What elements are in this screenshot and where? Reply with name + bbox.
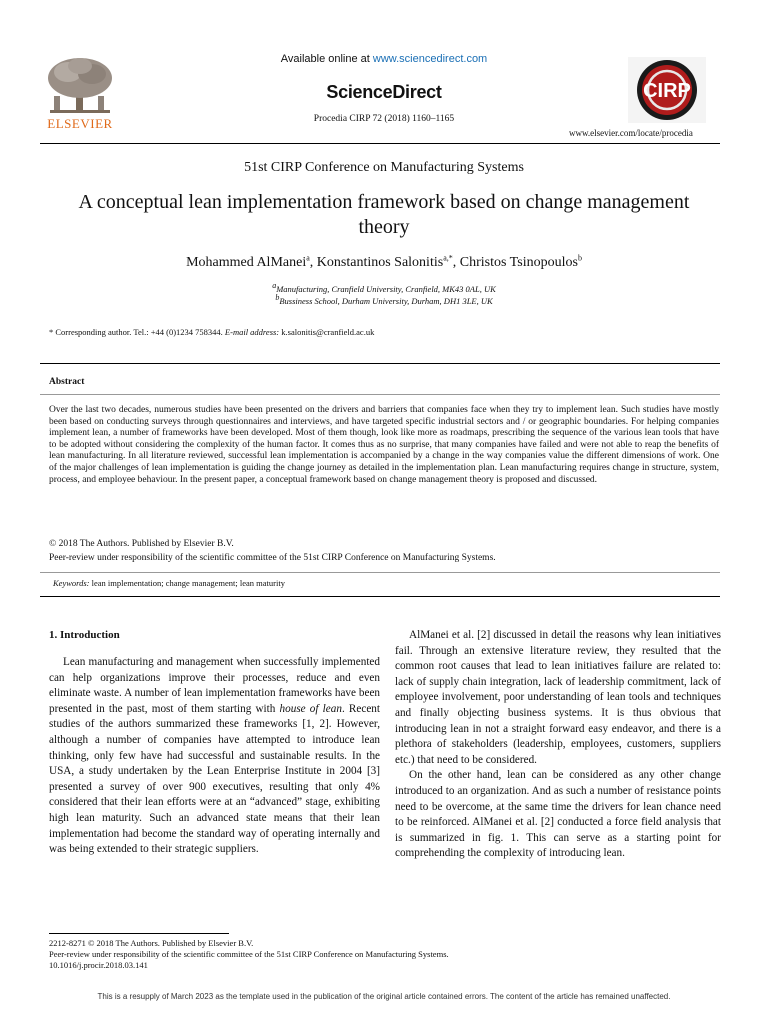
peer-review-line: Peer-review under responsibility of the scientific committee of the 51st CIRP Conference on Manufacturing Systems. — [49, 553, 496, 563]
keywords-label: Keywords: — [53, 578, 90, 588]
sciencedirect-brand: ScienceDirect — [326, 82, 442, 102]
footer-doi[interactable]: 10.1016/j.procir.2018.03.141 — [49, 960, 148, 970]
affiliations — [0, 283, 768, 307]
resupply-note: This is a resupply of March 2023 as the template used in the publication of the original article contained errors. The content of the article has remained unaffected. — [97, 992, 671, 1001]
available-prefix: Available online at — [280, 53, 373, 65]
author-name: Mohammed AlManei — [186, 255, 307, 270]
affiliation-line: $^a$Manufacturing, Cranfield University, Cranfield, MK43 0AL, UK — [272, 281, 496, 294]
elsevier-wordmark: ELSEVIER — [47, 116, 113, 131]
paper-title: A conceptual lean implementation framework based on change management theory — [78, 191, 690, 238]
intro-column-left — [49, 655, 380, 858]
cirp-logo — [628, 57, 706, 123]
keywords-top-rule — [40, 572, 720, 573]
footer-peer-review: Peer-review under responsibility of the scientific committee of the 51st CIRP Conference on Manufacturing Systems. — [49, 949, 449, 959]
copyright-block — [49, 537, 496, 565]
footer-rule — [49, 933, 229, 934]
author-affil-mark: a — [306, 253, 310, 263]
copyright-line: © 2018 The Authors. Published by Elsevier B.V. — [49, 539, 234, 549]
intro-column-right — [395, 628, 721, 862]
conference-name: 51st CIRP Conference on Manufacturing Systems — [244, 160, 524, 175]
paragraph: On the other hand, lean can be considered as any other change introduced to an organization. And as such a number of resistance points need to be overcome, at the same time the drivers for lean chance need to be reinforced. AlManei et al. [2] conducted a force field analysis that is summarized in fig. 1. This can serve as a starting point for comprehending the complexity of introducing lean. — [395, 769, 721, 860]
section-heading-introduction: 1. Introduction — [49, 629, 120, 641]
author-list: Mohammed AlManei$^a$, Konstantinos Salonitis$^{a,*}$, Christos Tsinopoulos$^b$ — [186, 253, 582, 270]
corresponding-author: * Corresponding author. Tel.: +44 (0)1234 758344. E-mail address: k.salonitis@cranfield.ac.uk — [49, 327, 375, 337]
keywords-bottom-rule — [40, 596, 720, 597]
author-name: Konstantinos Salonitis — [316, 255, 444, 270]
keywords-text: lean implementation; change management; lean maturity — [89, 578, 285, 588]
paragraph: AlManei et al. [2] discussed in detail the reasons why lean initiatives fail. Through an extensive literature review, they resulted that the common root causes that lead to lean initiatives failure are related to: lack of supply chain integration, lack of leadership commitment, lack of employee involvement, poor understanding of lean tools and techniques and finally objecting business systems. It is thus obvious that introducing lean in not a straight forward easy endeavor, and there is a plethora of stakeholders (leadership, employees, customers, suppliers etc.) that need to be considered. — [395, 629, 721, 766]
abstract-inner-rule — [40, 394, 720, 395]
abstract-text: Over the last two decades, numerous studies have been presented on the drivers and barriers that companies face when they try to implement lean. Such studies have mostly been based on conducting surveys through questionnaires and interviews, and have targeted specific industrial sectors and / or geographic boundaries. For helping companies implement lean, a number of frameworks have been developed. Most of them though, look like more as roadmaps, prescribing the sequence of the various lean tools that have to be adopted without considering the complexity of the human factor. It comes thus as no surprise, that many companies have failed and were not able to reap the benefits of lean manufacturing. In all literature reviewed, successful lean implementation is accompanied by a change in the way companies value the different dimensions of work. One of the major challenges of lean implementation is guiding the change journey as detailed in the implementation plan. Lean manufacturing requires change in structure, system, process, and employee behaviour. In the present paper, a conceptual framework based on change management theory is proposed and discussed. — [49, 405, 719, 485]
author-name: Christos Tsinopoulos — [459, 255, 578, 270]
footer-issn: 2212-8271 © 2018 The Authors. Published by Elsevier B.V. — [49, 938, 254, 948]
author-affil-mark: a,* — [443, 253, 453, 263]
affiliation-line: $^b$Bussiness School, Durham University, Durham, DH1 3LE, UK — [275, 293, 493, 306]
cirp-logo-text: CIRP — [643, 80, 691, 102]
author-affil-mark: b — [577, 253, 582, 263]
email-link[interactable]: k.salonitis@cranfield.ac.uk — [279, 327, 375, 337]
journal-url[interactable]: www.elsevier.com/locate/procedia — [569, 128, 693, 138]
abstract-heading: Abstract — [49, 377, 85, 387]
abstract-top-rule — [40, 363, 720, 364]
sciencedirect-link[interactable]: www.sciencedirect.com — [372, 53, 488, 65]
journal-reference: Procedia CIRP 72 (2018) 1160–1165 — [313, 114, 455, 124]
paragraph: Lean manufacturing and management when successfully implemented can help organizations improve their processes, reduce and even eliminate waste. A number of lean implementation frameworks have been presented in the past, most of them starting with house of lean. Recent studies of the authors summarized these frameworks [1, 2]. However, although a number of companies have attempted to introduce lean thinking, only few have had successful and sustainable results. In the USA, a study undertaken by the Lean Enterprise Institute in 2004 [3] presented a survey of over 900 executives, resulting that only 4% considered that their lean efforts were at an “advanced” stage, exhibiting high lean maturity. Such an advanced state means that their lean implementation had become the standard way of operating internally and was being extended to their strategic suppliers. — [49, 656, 380, 856]
footer-block — [49, 938, 449, 971]
keywords — [53, 578, 285, 588]
header-rule — [40, 143, 720, 144]
